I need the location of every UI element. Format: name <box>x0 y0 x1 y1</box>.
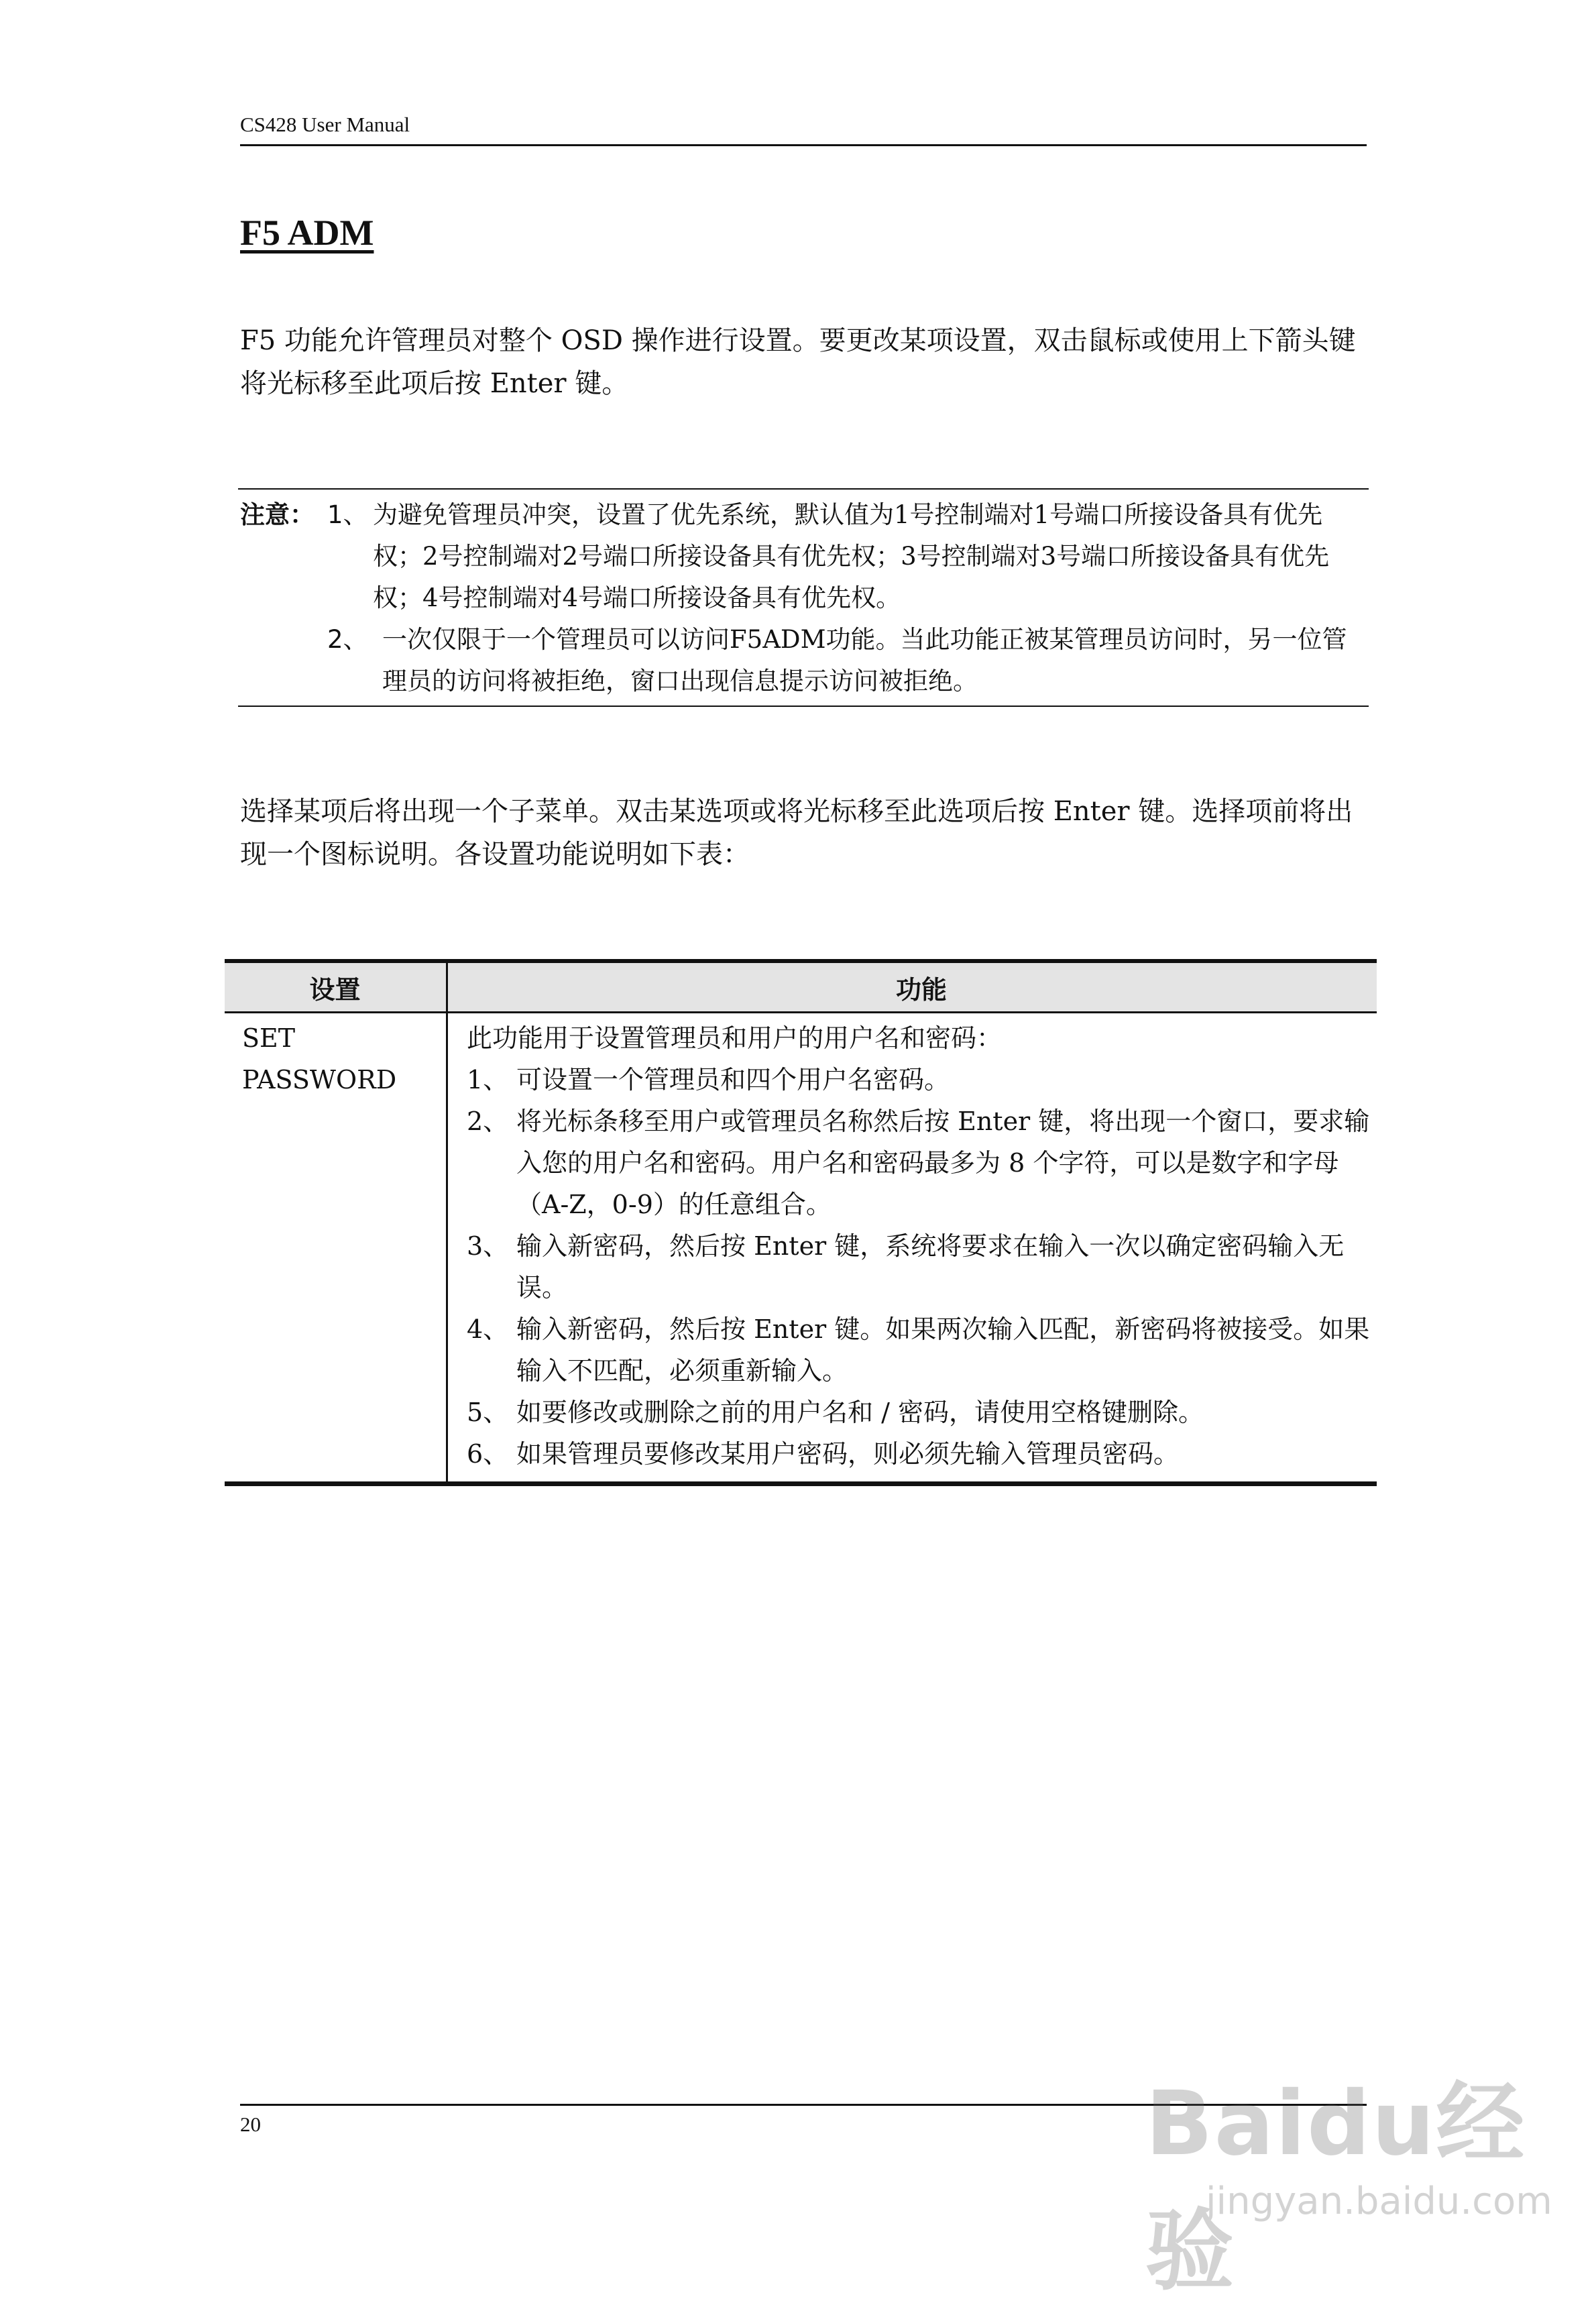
column-header-setting: 设置 <box>225 961 447 1013</box>
select-paragraph: 选择某项后将出现一个子菜单。双击某选项或将光标移至此选项后按 Enter 键。选择项前将出现一个图标说明。各设置功能说明如下表： <box>240 796 1353 870</box>
function-intro: 此功能用于设置管理员和用户的用户名和密码： <box>467 1023 1003 1053</box>
setting-name: SET PASSWORD <box>242 1023 397 1094</box>
intro-paragraph: F5 功能允许管理员对整个 OSD 操作进行设置。要更改某项设置，双击鼠标或使用上下箭头键将光标移至此项后按 Enter 键。 <box>240 325 1356 399</box>
list-item-text: 可设置一个管理员和四个用户名密码。 <box>516 1065 950 1094</box>
watermark <box>1132 2052 1552 2303</box>
header-title: CS428 User Manual <box>240 113 410 136</box>
section-title: F5 ADM <box>240 213 374 253</box>
note-item-text: 为避免管理员冲突，设置了优先系统，默认值为1号控制端对1号端口所接设备具有优先权；2号控制端对2号端口所接设备具有优先权；3号控制端对3号端口所接设备具有优先权；4号控制端对4号端口所接设备具有优先权。 <box>373 500 1330 612</box>
watermark-url: jingyan.baidu.com <box>1206 2180 1552 2223</box>
list-item-text: 输入新密码，然后按 Enter 键，系统将要求在输入一次以确定密码输入无误。 <box>516 1231 1345 1302</box>
watermark-brand: Baidu经验 <box>1145 2072 1526 2303</box>
settings-table <box>225 959 1377 1486</box>
list-item-number: 5、 <box>467 1398 509 1427</box>
list-item <box>467 1308 1377 1392</box>
list-item-number: 6、 <box>467 1439 509 1469</box>
list-item <box>467 1059 1377 1101</box>
note-item-number: 2、 <box>327 625 368 654</box>
list-item-text: 输入新密码，然后按 Enter 键。如果两次输入匹配，新密码将被接受。如果输入不匹配，必须重新输入。 <box>516 1314 1370 1386</box>
note-item-number: 1、 <box>327 500 368 529</box>
setting-name-cell <box>225 1013 447 1484</box>
list-item-number: 3、 <box>467 1231 509 1261</box>
page-number: 20 <box>240 2113 261 2136</box>
header-divider <box>240 144 1367 146</box>
list-item <box>467 1433 1377 1475</box>
list-item <box>467 1392 1377 1433</box>
note-top-divider <box>238 488 1369 490</box>
list-item-text: 如要修改或删除之前的用户名和 / 密码，请使用空格键删除。 <box>516 1398 1204 1427</box>
list-item <box>467 1225 1377 1308</box>
list-item <box>467 1101 1377 1225</box>
list-item-number: 2、 <box>467 1107 509 1136</box>
table-row <box>225 1013 1377 1484</box>
table-header-row <box>225 961 1377 1013</box>
column-header-function: 功能 <box>447 961 1377 1013</box>
list-item-number: 4、 <box>467 1314 509 1344</box>
list-item-number: 1、 <box>467 1065 509 1094</box>
note-bottom-divider <box>238 706 1369 707</box>
note-item-text: 一次仅限于一个管理员可以访问F5ADM功能。当此功能正被某管理员访问时，另一位管理员的访问将被拒绝，窗口出现信息提示访问被拒绝。 <box>382 625 1347 695</box>
list-item-text: 将光标条移至用户或管理员名称然后按 Enter 键，将出现一个窗口，要求输入您的用户名和密码。用户名和密码最多为 8 个字符，可以是数字和字母（A-Z，0-9）的任意组合。 <box>516 1107 1370 1219</box>
list-item-text: 如果管理员要修改某用户密码，则必须先输入管理员密码。 <box>516 1439 1180 1469</box>
function-cell <box>447 1013 1377 1484</box>
note-label: 注意： <box>240 500 315 529</box>
